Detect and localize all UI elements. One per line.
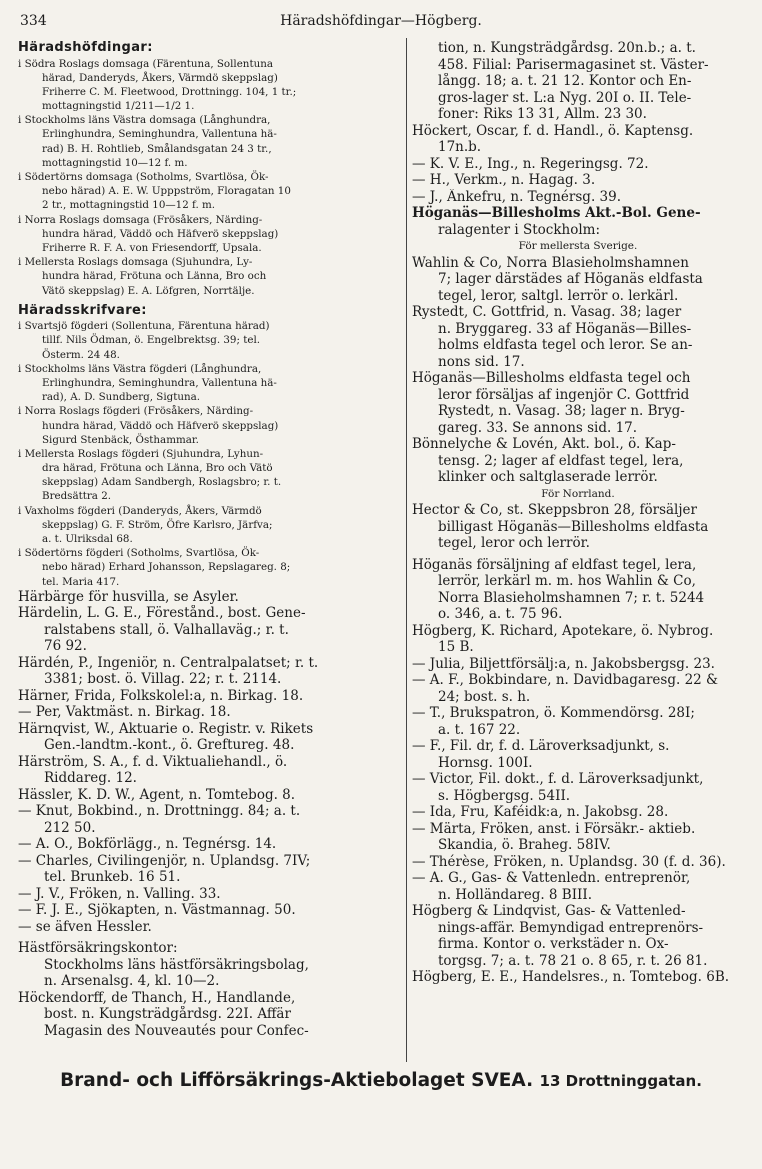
directory-line: i Mellersta Roslags fögderi (Sjuhundra, Lyhun- <box>18 447 264 460</box>
directory-line: Magasin des Nouveautés pour Confec- <box>44 1022 309 1039</box>
directory-line: i Vaxholms fögderi (Danderyds, Åkers, Värmdö <box>18 504 262 517</box>
directory-line: torgsg. 7; a. t. 78 21 o. 8 65, r. t. 26 81. <box>438 952 708 969</box>
directory-line: Riddareg. 12. <box>44 770 137 787</box>
directory-line: Härbärge för husvilla, se Asyler. <box>18 588 239 605</box>
directory-line: — F., Fil. dr, f. d. Läroverksadjunkt, s. <box>412 738 670 754</box>
directory-line: — A. G., Gas- & Vattenledn. entreprenör, <box>412 870 691 886</box>
footer-address: 13 Drottninggatan. <box>539 1072 702 1090</box>
directory-line: o. 346, a. t. 75 96. <box>438 606 563 622</box>
directory-line: Norra Blasieholmshamnen 7; r. t. 5244 <box>438 589 705 606</box>
directory-line: Bredsättra 2. <box>42 490 112 503</box>
directory-line: — Ida, Fru, Kaféidk:a, n. Jakobsg. 28. <box>412 804 669 820</box>
directory-line: tillf. Nils Ödman, ö. Engelbrektsg. 39; tel. <box>42 334 261 347</box>
directory-line: tegel, leror, saltgl. lerrör o. lerkärl. <box>438 287 679 304</box>
directory-line: Stockholms läns hästförsäkringsbolag, <box>44 956 309 973</box>
directory-line: i Stockholms läns Västra domsaga (Långhundra, <box>18 114 271 127</box>
directory-line: dra härad, Frötuna och Länna, Bro och Vätö <box>42 462 273 475</box>
directory-line: — Märta, Fröken, anst. i Försäkr.- aktieb. <box>412 820 696 837</box>
running-title: Häradshöfdingar—Högberg. <box>280 13 482 29</box>
directory-line: a. t. 167 22. <box>438 721 521 738</box>
right-column <box>412 40 744 986</box>
directory-line: Erlinghundra, Seminghundra, Vallentuna hä- <box>42 376 277 389</box>
directory-line: Härdelin, L. G. E., Förestånd., bost. Gene- <box>18 605 306 622</box>
directory-line: Friherre R. F. A. von Friesendorff, Upsala. <box>42 241 262 254</box>
directory-line: 15 B. <box>438 639 474 655</box>
directory-line: Högberg & Lindqvist, Gas- & Vattenled- <box>412 903 686 919</box>
directory-line: Härnqvist, W., Aktuarie o. Registr. v. Rikets <box>18 720 314 737</box>
directory-line: Höganäs—Billesholms eldfasta tegel och <box>412 370 691 386</box>
directory-line: Härström, S. A., f. d. Viktualiehandl., ö. <box>18 753 288 770</box>
directory-line: — H., Verkm., n. Hagag. 3. <box>412 172 596 188</box>
directory-line: bost. n. Kungsträdgårdsg. 22I. Affär <box>44 1006 291 1023</box>
directory-line: tel. Brunkeb. 16 51. <box>44 869 181 886</box>
directory-line: foner: Riks 13 31, Allm. 23 30. <box>438 106 647 122</box>
directory-line: tel. Maria 417. <box>42 575 120 588</box>
directory-line: a. t. Ulriksdal 68. <box>42 533 133 545</box>
directory-line: 2 tr., mottagningstid 10—12 f. m. <box>42 199 216 212</box>
page-header <box>20 13 742 33</box>
directory-line: För Norrland. <box>541 487 615 500</box>
directory-line: nebo härad) Erhard Johansson, Repslagareg. 8; <box>42 561 291 574</box>
directory-line: Vätö skeppslag) E. A. Löfgren, Norrtälje. <box>42 284 255 297</box>
directory-line: firma. Kontor o. verkstäder n. Ox- <box>438 936 669 952</box>
directory-line: n. Holländareg. 8 BIII. <box>438 886 593 903</box>
directory-line: — F. J. E., Sjökapten, n. Västmannag. 50. <box>18 902 296 919</box>
directory-line: — Charles, Civilingenjör, n. Uplandsg. 7IV; <box>18 852 311 869</box>
directory-line: skeppslag) Adam Sandbergh, Roslagsbro; r. t. <box>42 476 282 489</box>
directory-line: hundra härad, Väddö och Häfverö skeppslag) <box>42 419 279 432</box>
directory-line: — Knut, Bokbind., n. Drottningg. 84; a. t. <box>18 803 301 820</box>
directory-line: Höganäs—Billesholms Akt.-Bol. Gene- <box>412 205 701 221</box>
directory-line: ralagenter i Stockholm: <box>438 221 600 238</box>
directory-line: — Julia, Biljettförsälj:a, n. Jakobsbergsg. 23. <box>412 655 715 672</box>
directory-line: Friherre C. M. Fleetwood, Drottningg. 104, 1 tr.; <box>42 85 297 98</box>
directory-line: i Norra Roslags domsaga (Frösåkers, Närding- <box>18 213 263 226</box>
directory-line: n. Arsenalsg. 4, kl. 10—2. <box>44 973 220 990</box>
directory-line: — Per, Vaktmäst. n. Birkag. 18. <box>18 704 231 721</box>
directory-line: Sigurd Stenbäck, Östhammar. <box>42 433 199 446</box>
directory-line: Höckert, Oscar, f. d. Handl., ö. Kaptensg. <box>412 122 694 139</box>
directory-line: i Norra Roslags fögderi (Frösåkers, Närding- <box>18 405 254 418</box>
directory-line: — A. F., Bokbindare, n. Davidbagaresg. 22 & <box>412 672 719 688</box>
directory-line: Härdén, P., Ingeniör, n. Centralpalatset; r. t. <box>18 654 319 671</box>
directory-line: 24; bost. s. h. <box>438 688 531 705</box>
directory-line: rad) B. H. Rohtlieb, Smålandsgatan 24 3 tr., <box>42 142 272 155</box>
directory-line: tion, n. Kungsträdgårdsg. 20n.b.; a. t. <box>438 40 696 56</box>
directory-line: långg. 18; a. t. 21 12. Kontor och En- <box>438 73 692 89</box>
directory-line: i Södra Roslags domsaga (Färentuna, Sollentuna <box>18 57 273 70</box>
page-number: 334 <box>20 13 47 29</box>
directory-line: 7; lager därstädes af Höganäs eldfasta <box>438 271 703 287</box>
directory-line: lerrör, lerkärl m. m. hos Wahlin & Co, <box>438 573 696 589</box>
directory-line: billigast Höganäs—Billesholms eldfasta <box>438 518 709 535</box>
directory-line: 212 50. <box>44 819 96 836</box>
directory-line: leror försäljas af ingenjör C. Gottfrid <box>438 386 690 403</box>
directory-line: Hässler, K. D. W., Agent, n. Tomtebog. 8. <box>18 786 296 803</box>
directory-line: nings-affär. Bemyndigad entreprenörs- <box>438 919 704 936</box>
directory-line: tegel, leror och lerrör. <box>438 535 590 551</box>
directory-line: Höganäs försäljning af eldfast tegel, lera, <box>412 556 697 573</box>
directory-line: holms eldfasta tegel och leror. Se an- <box>438 337 693 353</box>
directory-line: Wahlin & Co, Norra Blasieholmshamnen <box>412 254 689 271</box>
directory-line: i Södertörns domsaga (Sotholms, Svartlösa, Ök- <box>18 171 269 183</box>
directory-line: — J., Änkefru, n. Tegnérsg. 39. <box>412 188 621 205</box>
directory-line: mottagningstid 10—12 f. m. <box>42 156 188 169</box>
directory-line: Rystedt, C. Gottfrid, n. Vasag. 38; lager <box>412 304 682 320</box>
directory-line: — A. O., Bokförlägg., n. Tegnérsg. 14. <box>18 836 277 853</box>
directory-line: härad, Danderyds, Åkers, Värmdö skeppslag) <box>42 71 278 84</box>
directory-line: Erlinghundra, Seminghundra, Vallentuna hä- <box>42 128 277 141</box>
footer-advertisement <box>0 1070 762 1091</box>
directory-line: Gen.-landtm.-kont., ö. Greftureg. 48. <box>44 737 295 754</box>
directory-line: rad), A. D. Sundberg, Sigtuna. <box>42 391 201 404</box>
directory-line: i Stockholms läns Västra fögderi (Långhundra, <box>18 362 262 375</box>
directory-line: — K. V. E., Ing., n. Regeringsg. 72. <box>412 155 649 172</box>
directory-line: ralstabens stall, ö. Valhallaväg.; r. t. <box>44 621 289 638</box>
directory-line: 76 92. <box>44 638 87 655</box>
directory-line: gros-lager st. L:a Nyg. 20I o. II. Tele- <box>438 89 692 106</box>
directory-line: Härner, Frida, Folkskolel:a, n. Birkag. 18. <box>18 687 304 704</box>
directory-line: i Mellersta Roslags domsaga (Sjuhundra, Ly- <box>18 256 253 269</box>
directory-line: i Södertörns fögderi (Sotholms, Svartlösa, Ök- <box>18 547 260 560</box>
directory-line: Högberg, E. E., Handelsres., n. Tomtebog. 6B. <box>412 969 730 985</box>
directory-line: — J. V., Fröken, n. Valling. 33. <box>18 885 221 902</box>
footer-company: Brand- och Lifförsäkrings-Aktiebolaget SVEA. <box>60 1070 534 1091</box>
directory-line: Högberg, K. Richard, Apotekare, ö. Nybrog. <box>412 622 714 639</box>
column-divider <box>406 38 407 1062</box>
directory-line: Österm. 24 48. <box>42 348 120 361</box>
left-column <box>18 40 404 1039</box>
directory-line: Skandia, ö. Braheg. 58IV. <box>438 837 611 853</box>
directory-line: skeppslag) G. F. Ström, Öfre Karlsro, Järfva; <box>42 518 273 531</box>
directory-line: För mellersta Sverige. <box>518 240 638 252</box>
directory-line: Häradshöfdingar: <box>18 40 153 55</box>
directory-line: hundra härad, Väddö och Häfverö skeppslag) <box>42 227 279 240</box>
directory-line: — Victor, Fil. dokt., f. d. Läroverksadjunkt, <box>412 771 704 787</box>
directory-line: tensg. 2; lager af eldfast tegel, lera, <box>438 452 684 469</box>
directory-line: Hector & Co, st. Skeppsbron 28, försäljer <box>412 502 698 518</box>
directory-line: nons sid. 17. <box>438 353 525 370</box>
directory-line: 3381; bost. ö. Villag. 22; r. t. 2114. <box>44 671 282 688</box>
directory-line: Rystedt, n. Vasag. 38; lager n. Bryg- <box>438 403 685 419</box>
directory-line: hundra härad, Frötuna och Länna, Bro och <box>42 270 267 283</box>
directory-line: 17n.b. <box>438 139 482 155</box>
directory-line: nebo härad) A. E. W. Upppström, Floragatan 10 <box>42 185 291 198</box>
directory-line: Hästförsäkringskontor: <box>18 940 178 957</box>
directory-line: i Svartsjö fögderi (Sollentuna, Färentuna härad) <box>18 320 270 333</box>
directory-line: gareg. 33. Se annons sid. 17. <box>438 419 638 436</box>
directory-line: mottagningstid 1/211—1/2 1. <box>42 100 195 113</box>
directory-line: n. Bryggareg. 33 af Höganäs—Billes- <box>438 320 692 337</box>
directory-line: Hornsg. 100I. <box>438 754 533 771</box>
directory-line: s. Högbergsg. 54II. <box>438 787 571 804</box>
directory-line: — se äfven Hessler. <box>18 918 152 935</box>
directory-line: Höckendorff, de Thanch, H., Handlande, <box>18 989 296 1006</box>
directory-line: — Thérèse, Fröken, n. Uplandsg. 30 (f. d. 36). <box>412 853 726 870</box>
directory-line: 458. Filial: Parisermagasinet st. Väster- <box>438 56 709 73</box>
directory-line: — T., Brukspatron, ö. Kommendörsg. 28I; <box>412 705 695 721</box>
directory-line: klinker och saltglaserade lerrör. <box>438 469 658 485</box>
directory-line: Bönnelyche & Lovén, Akt. bol., ö. Kap- <box>412 436 676 452</box>
directory-line: Häradsskrifvare: <box>18 302 147 318</box>
